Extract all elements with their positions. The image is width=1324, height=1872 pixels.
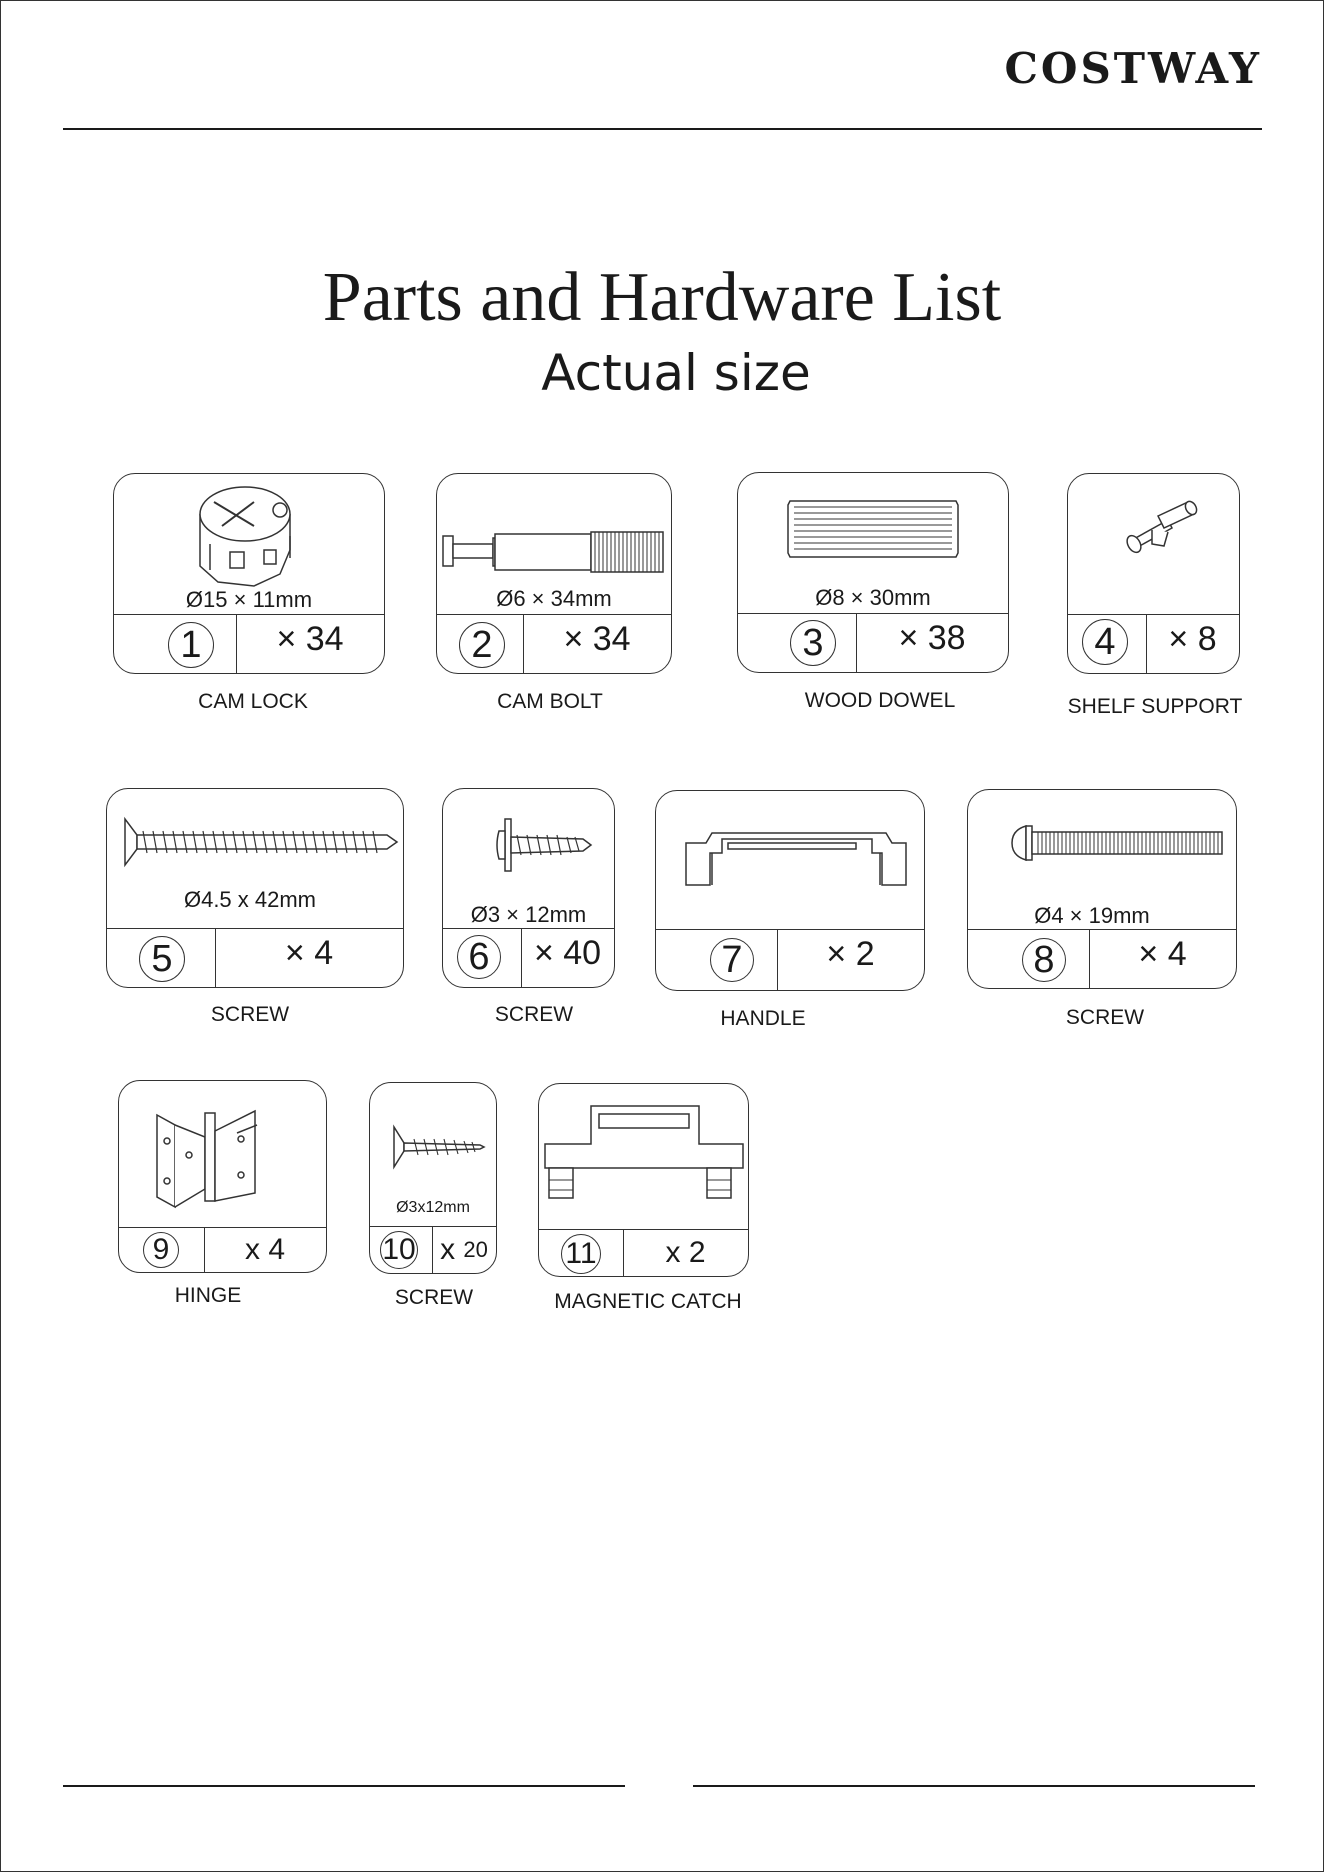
handle-icon <box>656 791 926 931</box>
part-card-magnetic-catch <box>538 1083 749 1277</box>
part-number: 2 <box>459 622 505 668</box>
part-name: SCREW <box>394 1286 474 1309</box>
part-card-flat-head-screw <box>369 1082 497 1274</box>
part-info-row <box>968 929 1236 988</box>
footer-rule-right <box>693 1785 1255 1787</box>
part-quantity: × 8 <box>1168 619 1217 658</box>
part-info-row <box>119 1227 326 1272</box>
shelf-support-icon <box>1068 474 1241 614</box>
part-name: SCREW <box>210 1003 290 1026</box>
part-quantity: x 2 <box>665 1236 706 1269</box>
quantity-count: 20 <box>463 1237 488 1262</box>
header-rule <box>63 128 1262 130</box>
part-size: Ø6 × 34mm <box>496 586 612 611</box>
part-info-row <box>114 614 384 673</box>
part-quantity <box>432 1227 496 1273</box>
part-size: Ø8 × 30mm <box>815 585 931 610</box>
part-name: SCREW <box>494 1003 574 1026</box>
part-card-long-screw <box>106 788 404 988</box>
part-card-machine-screw <box>967 789 1237 989</box>
part-info-row <box>656 929 924 990</box>
part-name: CAM LOCK <box>198 690 308 713</box>
part-info-row <box>443 928 614 987</box>
part-name: SCREW <box>1065 1006 1145 1029</box>
part-card-cam-lock <box>113 473 385 674</box>
part-info-row <box>437 614 671 673</box>
part-quantity: × 4 <box>284 933 334 972</box>
part-quantity: × 34 <box>276 619 344 658</box>
part-number: 1 <box>168 622 214 668</box>
part-info-row <box>738 613 1008 672</box>
page-subtitle: Actual size <box>541 344 811 402</box>
part-quantity: × 34 <box>563 619 631 658</box>
part-size: Ø3x12mm <box>396 1199 470 1216</box>
part-number: 3 <box>790 620 836 666</box>
hinge-icon <box>119 1081 328 1221</box>
part-name: MAGNETIC CATCH <box>554 1290 742 1313</box>
part-name: HINGE <box>174 1284 242 1307</box>
part-number: 4 <box>1082 619 1128 665</box>
part-name: WOOD DOWEL <box>804 689 956 712</box>
part-size: Ø4.5 x 42mm <box>183 887 317 912</box>
magnetic-catch-icon <box>539 1084 750 1224</box>
part-number: 8 <box>1022 938 1066 982</box>
part-name: CAM BOLT <box>497 690 603 713</box>
part-card-washer-screw <box>442 788 615 988</box>
part-quantity: × 38 <box>898 618 966 657</box>
quantity-multiplier: x <box>440 1233 456 1266</box>
part-number: 6 <box>457 935 501 979</box>
part-size: Ø3 × 12mm <box>470 902 587 927</box>
page-title: Parts and Hardware List <box>322 259 1002 336</box>
part-quantity: x 4 <box>244 1233 286 1266</box>
part-quantity: × 2 <box>826 934 875 973</box>
brand-logo: COSTWAY <box>1004 44 1262 93</box>
part-quantity: × 40 <box>533 933 602 972</box>
part-card-handle <box>655 790 925 991</box>
part-number: 7 <box>710 938 754 982</box>
part-name: HANDLE <box>720 1007 806 1030</box>
part-card-wood-dowel <box>737 472 1009 673</box>
flat-head-screw-icon <box>370 1083 498 1203</box>
part-size: Ø15 × 11mm <box>185 587 313 612</box>
part-quantity: × 4 <box>1138 934 1187 973</box>
part-number: 10 <box>380 1231 418 1269</box>
part-info-row <box>370 1226 496 1273</box>
part-number: 11 <box>561 1234 601 1274</box>
part-number: 5 <box>139 936 185 982</box>
part-name: SHELF SUPPORT <box>1067 695 1243 718</box>
part-card-shelf-support <box>1067 473 1240 674</box>
footer-rule-left <box>63 1785 625 1787</box>
part-number: 9 <box>143 1232 179 1268</box>
part-card-hinge <box>118 1080 327 1273</box>
part-info-row <box>539 1229 748 1276</box>
part-info-row <box>1068 614 1239 673</box>
part-info-row <box>107 928 403 987</box>
part-size: Ø4 × 19mm <box>1034 903 1150 928</box>
part-card-cam-bolt <box>436 473 672 674</box>
